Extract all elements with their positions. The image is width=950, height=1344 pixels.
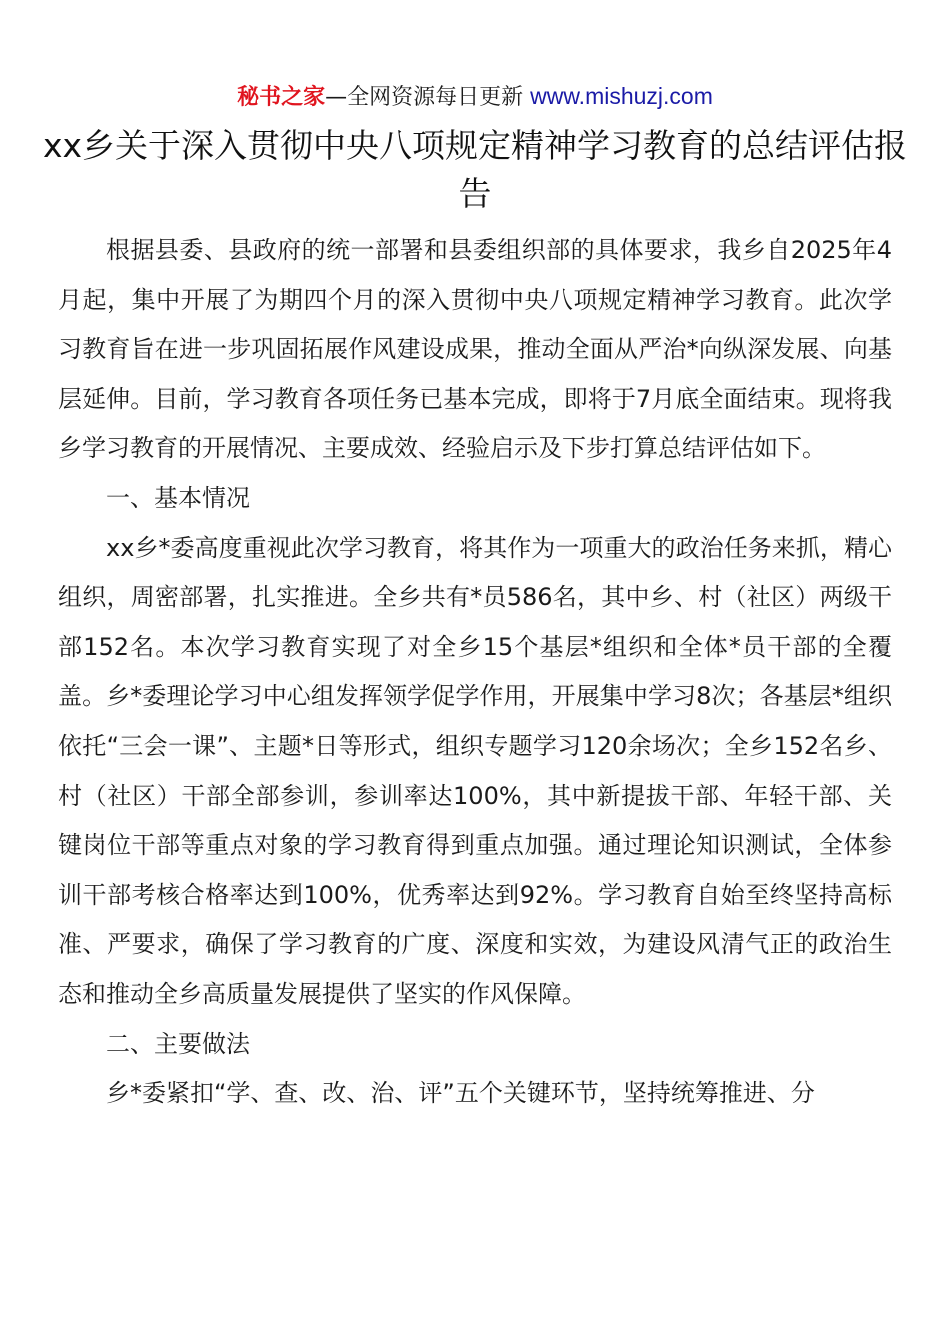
- main-practices-paragraph: 乡*委紧扣“学、查、改、治、评”五个关键环节，坚持统筹推进、分: [106, 1079, 815, 1108]
- section-heading-main-practices: 二、主要做法: [106, 1029, 250, 1058]
- site-name: 秘书之家: [237, 85, 326, 110]
- document-title: xx乡关于深入贯彻中央八项规定精神学习教育的总结评估报告: [42, 126, 908, 213]
- document-body: [58, 226, 892, 1119]
- site-header: [0, 80, 950, 114]
- site-url-link[interactable]: www.mishuzj.com: [530, 83, 713, 109]
- basic-situation-paragraph: xx乡*委高度重视此次学习教育，将其作为一项重大的政治任务来抓，精心组织，周密部署，扎实推进。全乡共有*员586名，其中乡、村（社区）两级干部152名。本次学习教育实现了对全乡15个基层*组织和全体*员干部的全覆盖。乡*委理论学习中心组发挥领学促学作用，开展集中学习8次；各基层*组织依托“三会一课”、主题*日等形式，组织专题学习120余场次；全乡152名乡、村（社区）干部全部参训，参训率达100%，其中新提拔干部、年轻干部、关键岗位干部等重点对象的学习教育得到重点加强。通过理论知识测试，全体参训干部考核合格率达到100%，优秀率达到92%。学习教育自始至终坚持高标准、严要求，确保了学习教育的广度、深度和实效，为建设风清气正的政治生态和推动全乡高质量发展提供了坚实的作风保障。: [58, 533, 892, 1008]
- site-slogan: —全网资源每日更新: [325, 85, 524, 110]
- section-heading-basic-situation: 一、基本情况: [106, 483, 250, 512]
- intro-paragraph: 根据县委、县政府的统一部署和县委组织部的具体要求，我乡自2025年4月起，集中开展了为期四个月的深入贯彻中央八项规定精神学习教育。此次学习教育旨在进一步巩固拓展作风建设成果，推动全面从严治*向纵深发展、向基层延伸。目前，学习教育各项任务已基本完成，即将于7月底全面结束。现将我乡学习教育的开展情况、主要成效、经验启示及下步打算总结评估如下。: [58, 236, 892, 463]
